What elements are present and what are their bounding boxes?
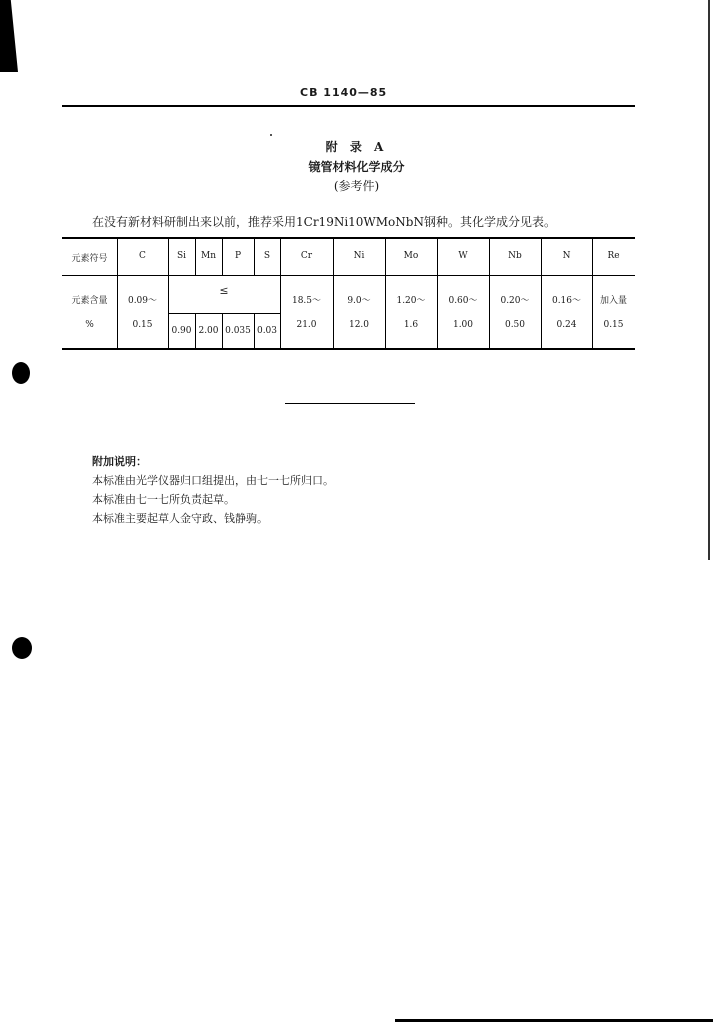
header-cell-nb: Nb bbox=[508, 251, 522, 261]
additional-notes bbox=[92, 452, 334, 528]
notes-heading: 附加说明： bbox=[92, 455, 147, 468]
header-cell-si: Si bbox=[176, 251, 187, 261]
header-cell-cr: Cr bbox=[300, 251, 313, 261]
table-bottom-rule bbox=[62, 348, 635, 350]
table-header-label: 元素符号 bbox=[71, 254, 108, 264]
punch-hole-top bbox=[12, 362, 30, 384]
max-value-nb: 0.50 bbox=[504, 320, 526, 330]
min-value-w: 0.60～ bbox=[448, 296, 478, 306]
header-cell-mn: Mn bbox=[200, 251, 216, 261]
notes-line: 本标准主要起草人金守政、钱静驹。 bbox=[92, 512, 268, 525]
min-value-re: 加入量 bbox=[599, 296, 627, 306]
table-header-rule bbox=[62, 275, 635, 276]
max-value-s: 0.03 bbox=[256, 326, 278, 336]
header-rule bbox=[62, 105, 635, 107]
max-value-p: 0.035 bbox=[225, 326, 251, 336]
max-value-c: 0.15 bbox=[132, 320, 153, 330]
max-value-ni: 12.0 bbox=[348, 320, 370, 330]
scan-mark-binding bbox=[0, 0, 18, 72]
min-value-mo: 1.20～ bbox=[396, 296, 426, 306]
min-value-ni: 9.0～ bbox=[347, 296, 371, 306]
header-cell-ni: Ni bbox=[353, 251, 365, 261]
max-value-si: 0.90 bbox=[171, 326, 192, 336]
notes-line: 本标准由光学仪器归口组提出，由七一七所归口。 bbox=[92, 474, 334, 487]
header-cell-w: W bbox=[458, 251, 468, 261]
header-cell-mo: Mo bbox=[403, 251, 419, 261]
header-cell-n: N bbox=[562, 251, 571, 261]
section-divider bbox=[285, 403, 415, 404]
max-value-cr: 21.0 bbox=[296, 320, 317, 330]
header-cell-c: C bbox=[139, 251, 146, 261]
merged-max-symbol: ≤ bbox=[219, 284, 229, 297]
row-label-unit: % bbox=[85, 320, 94, 330]
appendix-reference-note: (参考件) bbox=[333, 179, 380, 193]
punch-hole-bottom bbox=[12, 637, 32, 659]
appendix-title: 附 录 A bbox=[325, 140, 388, 154]
min-value-cr: 18.5～ bbox=[291, 296, 322, 306]
max-value-mn: 2.00 bbox=[198, 326, 219, 336]
header-cell-re: Re bbox=[607, 251, 620, 261]
header-cell-s: S bbox=[263, 251, 271, 261]
table-top-rule bbox=[62, 237, 635, 239]
min-value-n: 0.16～ bbox=[551, 296, 582, 306]
header-cell-p: P bbox=[234, 251, 242, 261]
scan-dot bbox=[270, 134, 272, 136]
row-label-content: 元素含量 bbox=[71, 296, 108, 306]
edge-line-bottom bbox=[395, 1019, 713, 1022]
max-value-n: 0.24 bbox=[556, 320, 577, 330]
max-value-w: 1.00 bbox=[452, 320, 474, 330]
max-value-re: 0.15 bbox=[603, 320, 624, 330]
appendix-subtitle: 镜管材料化学成分 bbox=[308, 160, 405, 174]
intro-paragraph: 在没有新材料研制出来以前，推荐采用1Cr19Ni10WMoNbN钢种。其化学成分见表。 bbox=[92, 215, 556, 229]
edge-line-right bbox=[708, 0, 710, 560]
notes-line: 本标准由七一七所负责起草。 bbox=[92, 493, 235, 506]
standard-code: CB 1140—85 bbox=[300, 86, 388, 99]
table-merged-cell-rule bbox=[168, 313, 280, 314]
max-value-mo: 1.6 bbox=[403, 320, 419, 330]
min-value-nb: 0.20～ bbox=[500, 296, 530, 306]
min-value-c: 0.09～ bbox=[127, 296, 158, 306]
